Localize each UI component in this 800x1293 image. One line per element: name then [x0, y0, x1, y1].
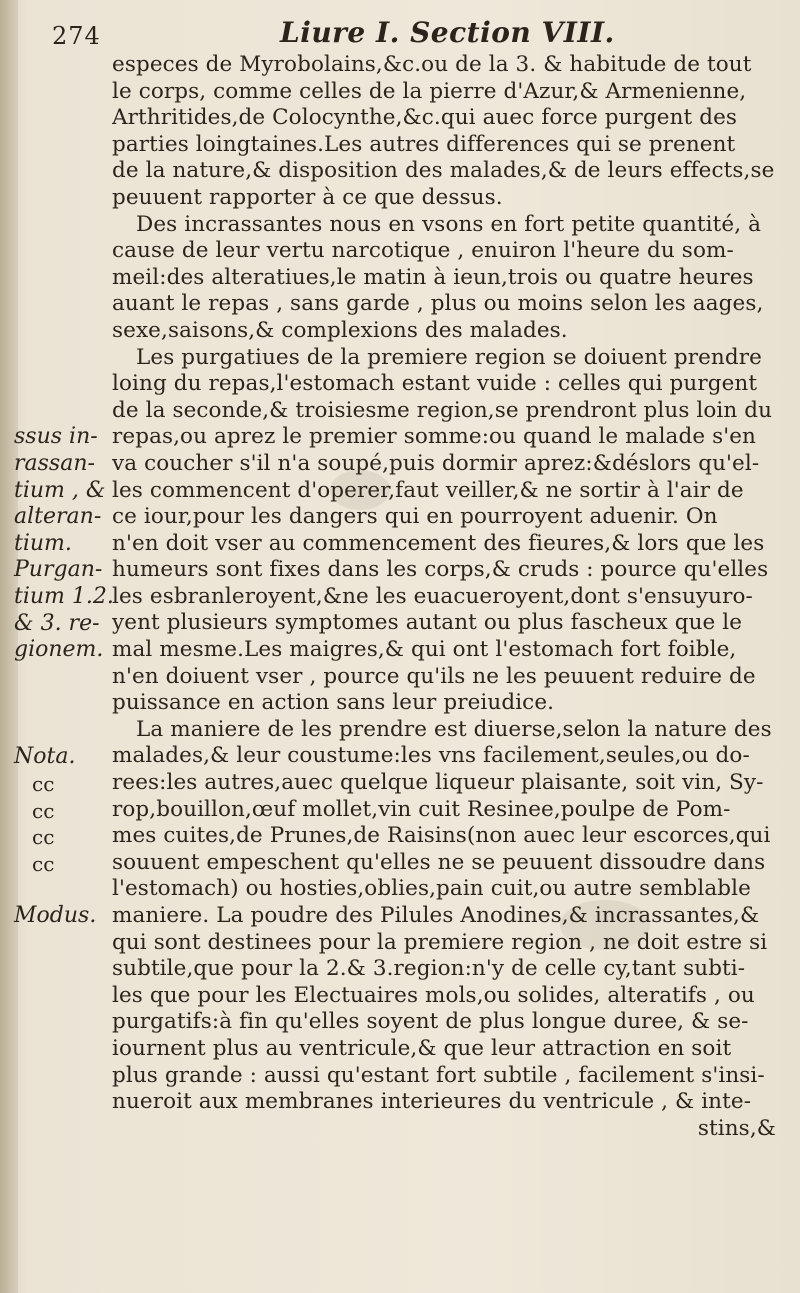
- text-line: subtile,que pour la 2.& 3.region:n'y de celle cy,tant subti-: [112, 956, 746, 982]
- margin-note: tium.: [14, 530, 72, 556]
- text-line: purgatifs:à fin qu'elles soyent de plus longue duree, & se-: [112, 1009, 749, 1035]
- text-line: mes cuites,de Prunes,de Raisins(non auec leur escorces,qui: [112, 823, 771, 849]
- quote-mark: cc: [32, 852, 55, 876]
- text-line: n'en doiuent vser , pource qu'ils ne les peuuent reduire de: [112, 663, 756, 689]
- quote-mark: cc: [32, 772, 55, 797]
- text-line: loing du repas,l'estomach estant vuide : celles qui purgent: [112, 371, 758, 397]
- margin-note: Nota.: [14, 743, 76, 769]
- text-line: Arthritides,de Colocynthe,&c.qui auec force purgent des: [112, 105, 738, 131]
- text-line: Les purgatiues de la premiere region se doiuent prendre: [136, 344, 762, 370]
- margin-note: tium , &: [14, 477, 106, 503]
- margin-note: gionem.: [14, 637, 104, 663]
- text-line: maniere. La poudre des Pilules Anodines,& incrassantes,&: [112, 903, 760, 928]
- text-line: qui sont destinees pour la premiere region , ne doit estre si: [112, 929, 768, 955]
- text-line: nueroit aux membranes interieures du ventricule , & inte-: [112, 1089, 752, 1115]
- text-line: de la nature,& disposition des malades,& de leurs effects,se: [112, 158, 775, 184]
- text-line: ce iour,pour les dangers qui en pourroyent aduenir. On: [112, 504, 718, 530]
- margin-note: Modus.: [14, 903, 97, 929]
- text-line: rees:les autres,auec quelque liqueur plaisante, soit vin, Sy-: [112, 770, 764, 796]
- text-line: le corps, comme celles de la pierre d'Azur,& Armenienne,: [112, 78, 747, 104]
- text-line: meil:des alteratiues,le matin à ieun,trois ou quatre heures: [112, 264, 754, 290]
- page-header: [52, 8, 792, 52]
- text-line: parties loingtaines.Les autres differences qui se prenent: [112, 131, 736, 157]
- text-line: especes de Myrobolains,&c.ou de la 3. & habitude de tout: [112, 52, 752, 77]
- text-line: puissance en action sans leur preiudice.: [112, 690, 555, 716]
- text-line: auant le repas , sans garde , plus ou moins selon les aages,: [112, 291, 764, 317]
- running-title: Liure I. Section VIII.: [280, 16, 615, 49]
- text-line: n'en doit vser au commencement des fieures,& lors que les: [112, 530, 765, 556]
- text-line: les commencent d'operer,faut veiller,& ne sortir à l'air de: [112, 477, 744, 503]
- text-line: rop,bouillon,œuf mollet,vin cuit Resinee,poulpe de Pom-: [112, 796, 731, 822]
- text-line: yent plusieurs symptomes autant ou plus fascheux que le: [112, 610, 743, 636]
- text-line: va coucher s'il n'a soupé,puis dormir aprez:&déslors qu'el-: [112, 450, 760, 476]
- text-line: peuuent rapporter à ce que dessus.: [112, 184, 503, 210]
- margin-note: & 3. re-: [14, 610, 100, 636]
- text-line: Des incrassantes nous en vsons en fort petite quantité, à: [136, 211, 762, 237]
- text-line: l'estomach) ou hosties,oblies,pain cuit,ou autre semblable: [112, 876, 751, 902]
- text-line: cause de leur vertu narcotique , enuiron l'heure du som-: [112, 238, 734, 264]
- text-line: humeurs sont fixes dans les corps,& cruds : pource qu'elles: [112, 557, 769, 583]
- text-line: mal mesme.Les maigres,& qui ont l'estomach fort foible,: [112, 637, 737, 663]
- margin-note: Purgan-: [14, 557, 103, 583]
- margin-note: rassan-: [14, 451, 95, 476]
- text-line: La maniere de les prendre est diuerse,selon la nature des: [136, 716, 772, 742]
- margin-note: ssus in-: [14, 424, 98, 450]
- page-number: 274: [52, 22, 101, 50]
- margin-note: alteran-: [14, 504, 102, 530]
- text-line: de la seconde,& troisiesme region,se prendront plus loin du: [112, 397, 773, 423]
- text-line: repas,ou aprez le premier somme:ou quand le malade s'en: [112, 424, 757, 450]
- text-line: malades,& leur coustume:les vns facilement,seules,ou do-: [112, 743, 750, 769]
- text-line: les esbranleroyent,&ne les euacueroyent,dont s'ensuyuro-: [112, 583, 753, 609]
- text-line: les que pour les Electuaires mols,ou solides, alteratifs , ou: [112, 982, 755, 1008]
- quote-mark: cc: [32, 798, 55, 823]
- text-line: iournent plus au ventricule,& que leur attraction en soit: [112, 1035, 732, 1061]
- quote-mark: cc: [32, 825, 55, 850]
- text-line: stins,&: [697, 1115, 776, 1141]
- margin-note: tium 1.2.: [14, 584, 114, 609]
- body-text: [112, 52, 794, 1142]
- text-line: souuent empeschent qu'elles ne se peuuent dissoudre dans: [112, 849, 766, 875]
- text-line: sexe,saisons,& complexions des malades.: [112, 317, 568, 343]
- text-line: plus grande : aussi qu'estant fort subtile , facilement s'insi-: [112, 1062, 765, 1088]
- margin-notes: [6, 0, 114, 1293]
